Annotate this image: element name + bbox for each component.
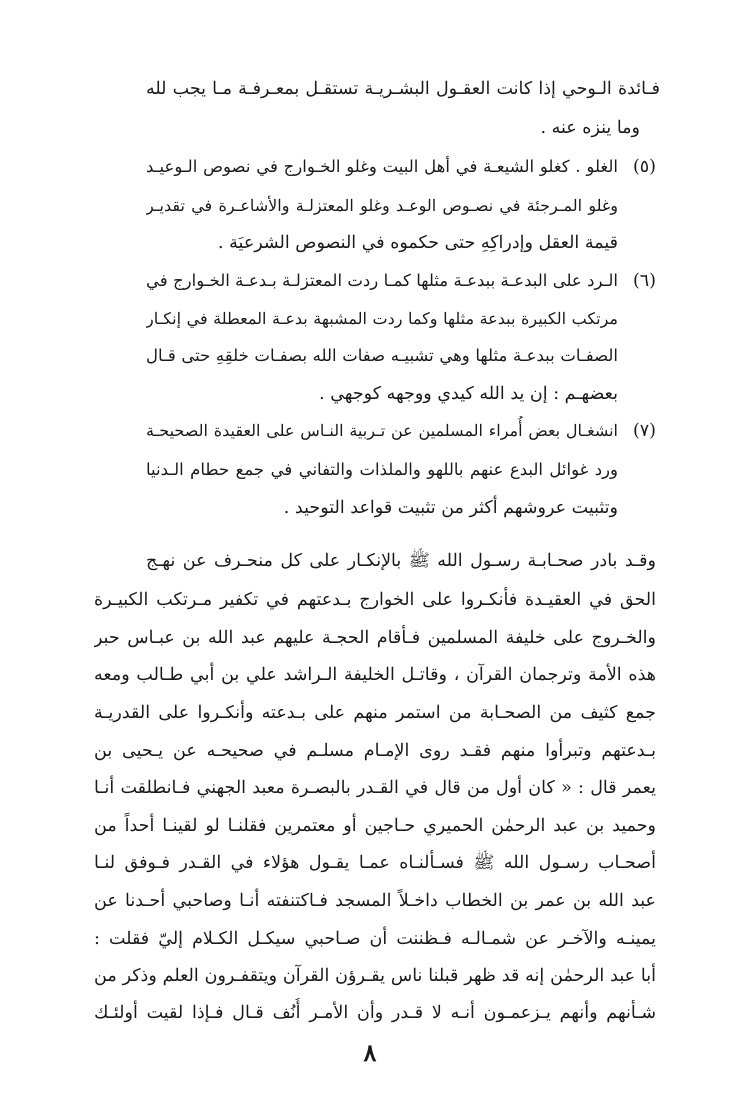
text-line: وحميد بن عبد الرحمٰن الحميري حـاجين أو معتمرين فقلنـا لو لقينـا أحداً من bbox=[94, 816, 656, 836]
text-line: الـرد على البدعـة ببدعـة مثلها كمـا ردت المعتزلـة بـدعـة الخـوارج في bbox=[146, 271, 618, 290]
text-line: فـائدة الـوحي إذا كانت العقـول البشـريـة تستقـل بمعـرفـة مـا يجب لله bbox=[146, 79, 660, 99]
text-line: وتثبيت عروشهم أكثر من تثبيت قواعد التوحيد . bbox=[283, 498, 618, 518]
list-item-number: (٧) bbox=[632, 421, 656, 441]
list-item-number: (٦) bbox=[632, 271, 656, 291]
text-line: شـأنهم وأنهم يـزعمـون أنـه لا قـدر وأن الأمـر أُنُف قـال فـإذا لقيت أولئـك bbox=[94, 1003, 656, 1023]
text-line: يعمر قال : « كان أول من قال في القـدر بالبصـرة معبد الجهني فـانطلقت أنـا bbox=[94, 778, 656, 798]
text-line: بعضهـم : إن يد الله كيدي ووجهه كوجهي . bbox=[319, 384, 618, 404]
text-line: جمع كثيف من الصحـابة من استمر منهم على بـدعته وأنكـروا على القدريـة bbox=[94, 703, 656, 723]
text-line: وقـد بادر صحـابـة رسـول الله ﷺ بالإنكـار على كل منحـرف عن نهـج bbox=[146, 551, 656, 571]
text-line: وما ينزه عنه . bbox=[540, 118, 640, 138]
text-line: الصفـات ببدعـة مثلها وهي تشبيـه صفات الله بصفـات خلقِهِ حتى قـال bbox=[146, 346, 618, 365]
text-line: الغلو . كغلو الشيعـة في أهل البيت وغلو الخـوارج في نصوص الـوعيـد bbox=[146, 157, 618, 176]
text-line: الحق في العقيـدة فأنكـروا على الخوارج بـدعتهم في تكفير مـرتكب الكبيـرة bbox=[94, 590, 656, 610]
text-line: أبا عبد الرحمٰن إنه قد ظهر قبلنا ناس يقـرؤن القرآن ويتقفـرون العلم وذكر من bbox=[94, 966, 656, 986]
page-number: ٨ bbox=[363, 1038, 377, 1067]
text-line: مرتكب الكبيرة ببدعة مثلها وكما ردت المشبهة بدعـة المعطلة في إنكـار bbox=[146, 309, 618, 328]
text-line: عبد الله بن عمر بن الخطاب داخـلاً المسجد فـاكتنفته أنـا وصاحبي أحـدنا عن bbox=[94, 891, 656, 911]
text-line: انشغـال بعض أُمراء المسلمين عن تـربية النـاس على العقيدة الصحيحـة bbox=[146, 421, 618, 440]
text-line: يمينـه والآخـر عن شمـالـه فـظننت أن صـاحبي سيكـل الكـلام إليّ فقلت : bbox=[94, 929, 656, 949]
text-line: أصحـاب رسـول الله ﷺ فسـألنـاه عمـا يقـول هؤلاء في القـدر فـوفق لنـا bbox=[94, 853, 656, 873]
text-line: ورد غوائل البدع عنهم باللهو والملذات والتفاني في جمع حطام الـدنيا bbox=[146, 460, 618, 479]
text-line: قيمة العقل وإدراكِهِ حتى حكموه في النصوص الشرعيَة . bbox=[218, 233, 618, 253]
text-line: هذه الأمة وترجمان القرآن ، وقاتـل الخليفة الـراشد علي بن أبي طـالب ومعه bbox=[94, 665, 656, 685]
text-line: بـدعتهم وتبرأوا منهم فقـد روى الإمـام مسلـم في صحيحـه عن يـحيى بن bbox=[94, 741, 656, 761]
text-line: وغلو المـرجئة في نصـوص الوعـد وغلو المعتزلـة والأشاعـرة في تقديـر bbox=[146, 196, 618, 215]
text-line: والخـروج على خليفة المسلمين فـأقام الحجـة عليهم عبد الله بن عبـاس حبر bbox=[94, 628, 656, 648]
list-item-number: (٥) bbox=[632, 157, 656, 177]
